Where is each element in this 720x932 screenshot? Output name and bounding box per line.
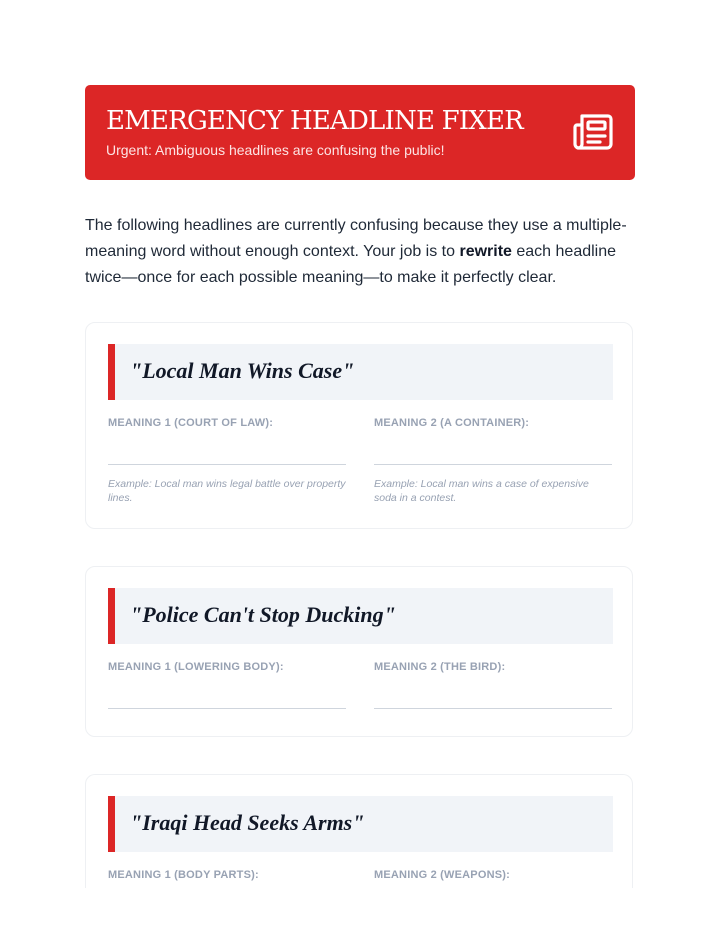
instructions (85, 213, 645, 291)
accent-bar (108, 588, 115, 644)
meaning-2-label: MEANING 2 (THE BIRD): (374, 661, 506, 673)
meaning-1-column (108, 660, 346, 674)
meaning-2-label: MEANING 2 (WEAPONS): (374, 869, 510, 881)
meaning-1-answer-line[interactable] (108, 464, 346, 465)
headline-box (108, 344, 613, 400)
meaning-2-column (374, 416, 612, 504)
instructions-emphasis: rewrite (459, 243, 512, 260)
headline-box (108, 588, 613, 644)
meaning-1-label: MEANING 1 (BODY PARTS): (108, 869, 259, 881)
accent-bar (108, 796, 115, 852)
meaning-2-column (374, 868, 612, 882)
meaning-2-answer-line[interactable] (374, 464, 612, 465)
header-banner (85, 85, 635, 180)
accent-bar (108, 344, 115, 400)
meaning-2-example: Example: Local man wins a case of expensive soda in a contest. (374, 478, 589, 504)
headline-text: "Police Can't Stop Ducking" (130, 602, 396, 627)
page-bottom-margin (0, 888, 720, 932)
meaning-2-label: MEANING 2 (A CONTAINER): (374, 417, 530, 429)
instructions-text-start: The following headlines are currently confusing because they use a multiple-meaning word without enough context. Your job is to (85, 217, 627, 260)
meaning-1-example: Example: Local man wins legal battle over property lines. (108, 478, 346, 504)
banner-subtitle: Urgent: Ambiguous headlines are confusing the public! (106, 142, 445, 158)
meaning-2-answer-line[interactable] (374, 708, 612, 709)
meaning-1-column (108, 868, 346, 882)
meaning-1-label: MEANING 1 (LOWERING BODY): (108, 661, 284, 673)
meaning-1-answer-line[interactable] (108, 708, 346, 709)
headline-card (85, 566, 633, 737)
banner-title: EMERGENCY HEADLINE FIXER (106, 106, 523, 136)
meaning-2-column (374, 660, 612, 674)
meaning-1-column (108, 416, 346, 504)
headline-card (85, 322, 633, 529)
instructions-text-end: each headline twice—once for each possible meaning—to make it perfectly clear. (85, 243, 617, 286)
headline-box (108, 796, 613, 852)
meaning-1-label: MEANING 1 (COURT OF LAW): (108, 417, 274, 429)
headline-text: "Local Man Wins Case" (130, 358, 355, 383)
newspaper-icon (572, 111, 614, 153)
headline-text: "Iraqi Head Seeks Arms" (130, 810, 365, 835)
